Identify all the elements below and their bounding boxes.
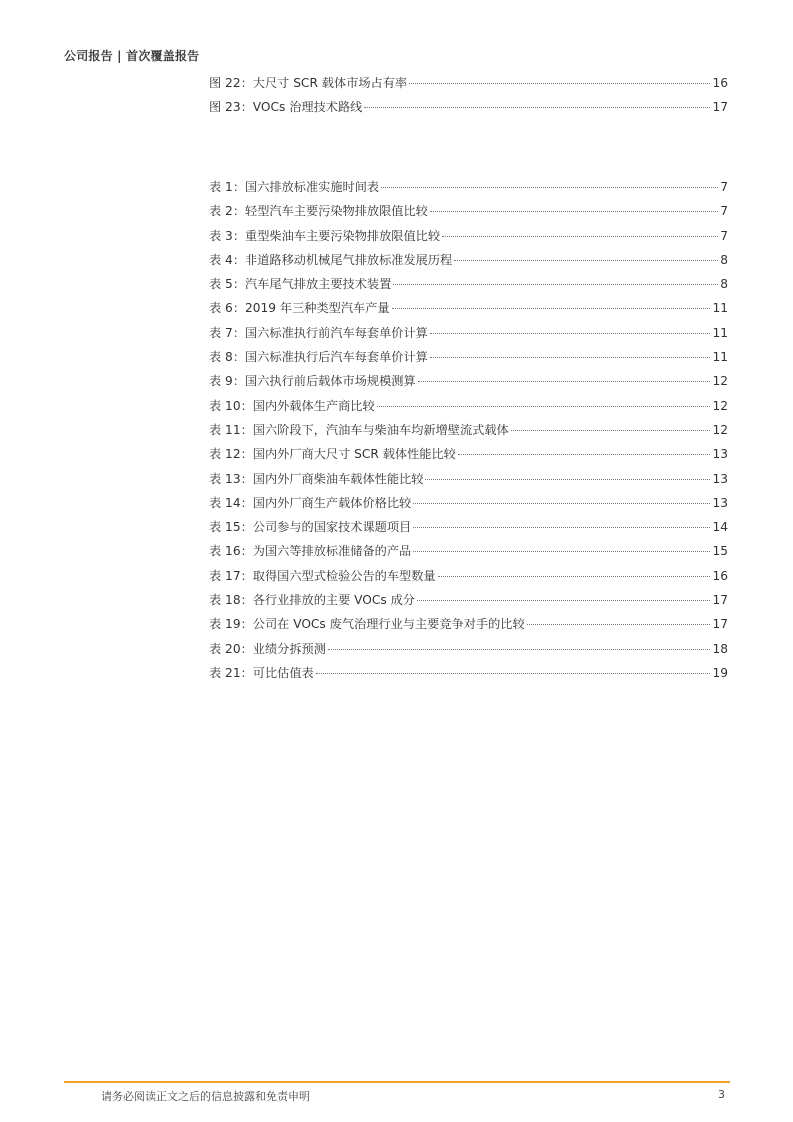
table-toc-entry[interactable] bbox=[209, 615, 728, 639]
toc-entry-page: 12 bbox=[712, 422, 728, 437]
dot-leader bbox=[328, 648, 711, 650]
dot-leader bbox=[438, 575, 711, 577]
table-toc-entry[interactable] bbox=[209, 421, 728, 445]
toc-entry-page: 7 bbox=[720, 228, 728, 243]
table-toc-entry[interactable] bbox=[209, 299, 728, 323]
dot-leader bbox=[392, 307, 711, 309]
toc-entry-label: 表 20：业绩分拆预测 bbox=[209, 641, 326, 656]
table-toc-entry[interactable] bbox=[209, 567, 728, 591]
toc-entry-page: 17 bbox=[712, 617, 728, 632]
dot-leader bbox=[381, 186, 718, 188]
dot-leader bbox=[430, 332, 711, 334]
table-toc-entry[interactable] bbox=[209, 251, 728, 275]
toc-entry-label: 表 5：汽车尾气排放主要技术装置 bbox=[209, 277, 392, 292]
report-header-title: 公司报告 | 首次覆盖报告 bbox=[64, 49, 200, 63]
toc-entry-page: 17 bbox=[712, 593, 728, 608]
figure-toc-entry[interactable] bbox=[209, 98, 728, 122]
toc-entry-label: 表 1：国六排放标准实施时间表 bbox=[209, 180, 380, 194]
dot-leader bbox=[458, 453, 711, 455]
table-toc-entry[interactable] bbox=[209, 348, 728, 372]
dot-leader bbox=[377, 405, 711, 407]
toc-entry-label: 表 2：轻型汽车主要污染物排放限值比较 bbox=[209, 204, 428, 219]
toc-entry-page: 14 bbox=[712, 520, 728, 535]
figure-toc-entry[interactable] bbox=[209, 74, 728, 98]
toc-entry-page: 8 bbox=[720, 252, 728, 267]
toc-entry-page: 13 bbox=[712, 471, 728, 486]
dot-leader bbox=[316, 672, 711, 674]
toc-entry-label: 图 22：大尺寸 SCR 载体市场占有率 bbox=[209, 76, 408, 90]
table-toc-entry[interactable] bbox=[209, 542, 728, 566]
toc-entry-label: 表 19：公司在 VOCs 废气治理行业与主要竞争对手的比较 bbox=[209, 617, 525, 632]
toc-entry-label: 表 11：国六阶段下，汽油车与柴油车均新增壁流式载体 bbox=[209, 422, 509, 437]
toc-entry-label: 表 16：为国六等排放标准储备的产品 bbox=[209, 544, 412, 559]
dot-leader bbox=[430, 356, 711, 358]
dot-leader bbox=[409, 82, 710, 84]
toc-entry-page: 16 bbox=[712, 76, 728, 90]
toc-entry-page: 7 bbox=[720, 204, 728, 219]
table-toc-entry[interactable] bbox=[209, 470, 728, 494]
dot-leader bbox=[511, 429, 711, 431]
dot-leader bbox=[393, 283, 718, 285]
table-toc-entry[interactable] bbox=[209, 202, 728, 226]
toc-entry-page: 7 bbox=[720, 180, 728, 194]
toc-entry-page: 12 bbox=[712, 398, 728, 413]
figure-toc-list bbox=[209, 74, 728, 123]
dot-leader bbox=[413, 526, 710, 528]
toc-entry-label: 表 17：取得国六型式检验公告的车型数量 bbox=[209, 568, 436, 583]
toc-entry-page: 13 bbox=[712, 495, 728, 510]
toc-entry-label: 表 15：公司参与的国家技术课题项目 bbox=[209, 520, 412, 535]
dot-leader bbox=[527, 623, 711, 625]
page-number: 3 bbox=[718, 1088, 725, 1101]
table-toc-entry[interactable] bbox=[209, 324, 728, 348]
dot-leader bbox=[454, 259, 718, 261]
toc-entry-page: 11 bbox=[712, 325, 728, 340]
toc-entry-page: 17 bbox=[712, 100, 728, 115]
toc-entry-page: 13 bbox=[712, 447, 728, 462]
table-toc-entry[interactable] bbox=[209, 275, 728, 299]
table-toc-list bbox=[209, 178, 728, 688]
toc-entry-label: 表 14：国内外厂商生产载体价格比较 bbox=[209, 495, 412, 510]
dot-leader bbox=[442, 235, 718, 237]
toc-entry-label: 表 8：国六标准执行后汽车每套单价计算 bbox=[209, 350, 428, 365]
toc-entry-label: 表 18：各行业排放的主要 VOCs 成分 bbox=[209, 593, 415, 608]
table-toc-entry[interactable] bbox=[209, 397, 728, 421]
table-toc-entry[interactable] bbox=[209, 445, 728, 469]
footer-disclaimer: 请务必阅读正文之后的信息披露和免责申明 bbox=[101, 1090, 310, 1103]
toc-entry-label: 表 13：国内外厂商柴油车载体性能比较 bbox=[209, 471, 424, 486]
toc-entry-page: 11 bbox=[712, 350, 728, 365]
table-toc-entry[interactable] bbox=[209, 178, 728, 202]
table-toc-entry[interactable] bbox=[209, 640, 728, 664]
toc-entry-label: 表 21：可比估值表 bbox=[209, 665, 314, 680]
dot-leader bbox=[364, 106, 710, 108]
toc-entry-label: 表 10：国内外载体生产商比较 bbox=[209, 398, 375, 413]
table-toc-entry[interactable] bbox=[209, 664, 728, 688]
toc-entry-label: 表 3：重型柴油车主要污染物排放限值比较 bbox=[209, 228, 441, 243]
toc-entry-page: 18 bbox=[712, 641, 728, 656]
toc-entry-label: 表 7：国六标准执行前汽车每套单价计算 bbox=[209, 325, 428, 340]
toc-entry-page: 8 bbox=[720, 277, 728, 292]
toc-entry-label: 表 9：国六执行前后载体市场规模测算 bbox=[209, 374, 416, 389]
dot-leader bbox=[413, 550, 710, 552]
toc-entry-page: 12 bbox=[712, 374, 728, 389]
table-toc-entry[interactable] bbox=[209, 494, 728, 518]
dot-leader bbox=[430, 210, 718, 212]
table-toc-entry[interactable] bbox=[209, 227, 728, 251]
table-toc-entry[interactable] bbox=[209, 518, 728, 542]
toc-entry-label: 图 23：VOCs 治理技术路线 bbox=[209, 100, 363, 115]
footer-divider bbox=[64, 1081, 730, 1083]
table-toc-entry[interactable] bbox=[209, 591, 728, 615]
toc-entry-label: 表 12：国内外厂商大尺寸 SCR 载体性能比较 bbox=[209, 447, 456, 462]
dot-leader bbox=[413, 502, 710, 504]
table-toc-entry[interactable] bbox=[209, 372, 728, 396]
toc-entry-page: 19 bbox=[712, 665, 728, 680]
toc-entry-label: 表 6：2019 年三种类型汽车产量 bbox=[209, 301, 390, 316]
dot-leader bbox=[425, 478, 710, 480]
toc-entry-page: 15 bbox=[712, 544, 728, 559]
toc-entry-page: 11 bbox=[712, 301, 728, 316]
toc-entry-label: 表 4：非道路移动机械尾气排放标准发展历程 bbox=[209, 252, 453, 267]
dot-leader bbox=[417, 599, 711, 601]
toc-entry-page: 16 bbox=[712, 568, 728, 583]
dot-leader bbox=[418, 380, 711, 382]
